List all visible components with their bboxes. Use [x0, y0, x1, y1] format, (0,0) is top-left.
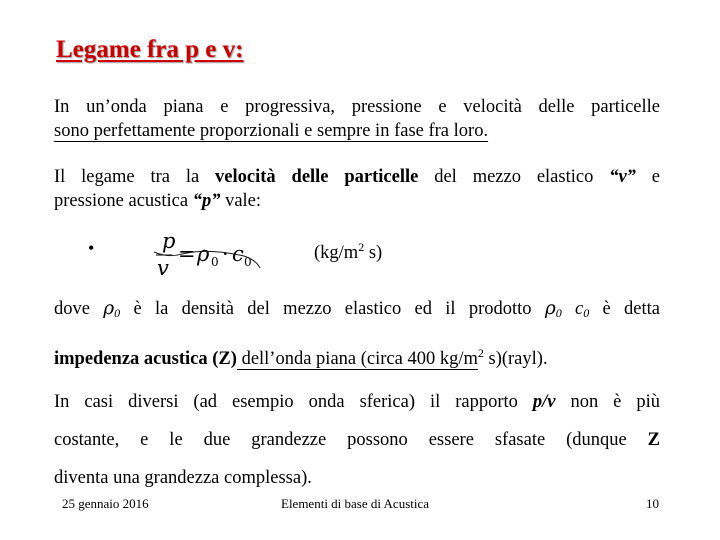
symbol-p-over-v: p/v	[532, 392, 556, 412]
footer-page-number: 10	[646, 496, 659, 511]
text-run: vale:	[220, 191, 262, 211]
paragraph-line	[54, 119, 660, 143]
text-run: è la densità del mezzo elastico ed il prodotto	[120, 299, 545, 319]
text-run: In casi diversi (ad esempio onda sferica) il rapporto	[54, 392, 533, 412]
units-exponent: 2	[477, 346, 484, 360]
text-run: pressione acustica	[54, 191, 193, 211]
subscript-zero: 0	[114, 306, 121, 320]
paragraph-line	[54, 297, 660, 325]
paragraph-line: diventa una grandezza complessa).	[54, 468, 312, 488]
units-exponent: 2	[358, 240, 365, 254]
symbol-v: “v”	[609, 167, 636, 187]
footer-date: 25 gennaio 2016	[62, 496, 149, 511]
slide-title: Legame fra p e v:	[56, 36, 244, 63]
units-text: (kg/m	[314, 243, 359, 264]
bullet-marker: •	[88, 238, 95, 258]
paragraph-line	[54, 383, 660, 421]
text-run: e	[635, 167, 660, 187]
bold-term-particle-velocity: velocità delle particelle	[215, 167, 419, 187]
text-run: è detta	[589, 299, 660, 319]
text-run: s)(rayl).	[483, 349, 548, 370]
paragraph-line	[54, 421, 660, 459]
formula-units	[314, 240, 382, 264]
paragraph-line	[54, 341, 660, 371]
symbol-p: “p”	[192, 191, 221, 211]
subscript-zero: 0	[583, 306, 590, 320]
symbol-rho: ρ	[103, 298, 115, 319]
paragraph-line: In un’onda piana e progressiva, pressione e velocità delle particelle	[54, 97, 660, 117]
text-run: del mezzo elastico	[418, 167, 610, 187]
paragraph-plane-wave	[54, 95, 660, 143]
formula-equals: =	[178, 242, 196, 266]
formula-numerator: p	[162, 229, 176, 253]
symbol-rho: ρ	[544, 298, 556, 319]
footer-title: Elementi di base di Acustica	[281, 496, 430, 511]
formula-rho-sub: 0	[211, 255, 219, 269]
handwritten-underline: dell’onda piana (circa 400 kg/m	[236, 349, 478, 370]
handwritten-underline: sono perfettamente proporzionali e sempre in fase fra loro.	[54, 121, 489, 141]
paragraph-impedance	[54, 297, 660, 371]
text-run: non è più	[555, 392, 660, 412]
paragraph-line	[54, 165, 660, 189]
text-run: Il legame tra la	[54, 167, 216, 187]
paragraph-relation	[54, 165, 660, 213]
symbol-z: Z	[647, 430, 660, 450]
units-text: s)	[364, 243, 383, 264]
formula-c: c	[232, 242, 244, 266]
symbol-c: c	[575, 299, 584, 319]
bold-term-acoustic-impedance: impedenza acustica (Z)	[54, 349, 237, 370]
text-run: dove	[54, 299, 104, 319]
formula-c-sub: 0	[244, 255, 252, 269]
formula-denominator: v	[157, 256, 169, 280]
formula-dot: ·	[222, 242, 229, 266]
formula-rho: ρ	[197, 242, 210, 266]
impedance-formula	[148, 228, 264, 284]
text-run: costante, e le due grandezze possono essere sfasate (dunque	[54, 430, 648, 450]
subscript-zero: 0	[555, 306, 562, 320]
paragraph-spherical-wave	[54, 383, 660, 497]
paragraph-line	[54, 189, 660, 213]
